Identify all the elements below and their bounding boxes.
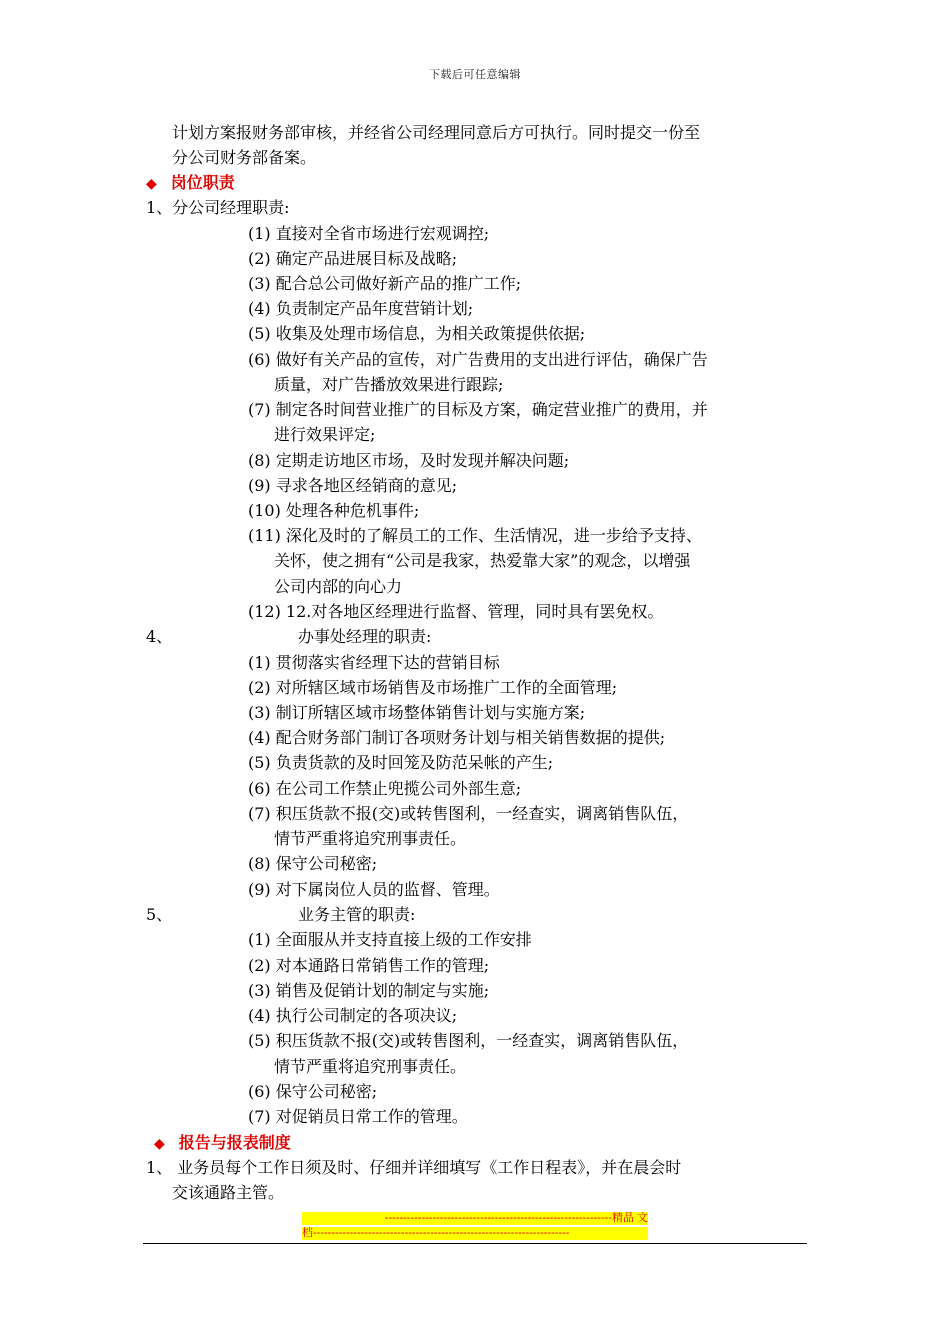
section-title-duties: 岗位职责 xyxy=(170,173,235,192)
manager-item-8: (8) 定期走访地区市场，及时发现并解决问题; xyxy=(248,451,570,470)
office-item-4: (4) 配合财务部门制订各项财务计划与相关销售数据的提供; xyxy=(248,728,666,747)
reports-line-2: 交该通路主管。 xyxy=(172,1183,285,1202)
diamond-bullet-icon: ◆ xyxy=(146,176,157,192)
page-header: 下载后可任意编辑 xyxy=(429,68,521,81)
office-number: 4、 xyxy=(146,627,173,646)
manager-item-11: (11) 深化及时的了解员工的工作、生活情况，进一步给予支持、 xyxy=(248,526,702,545)
supervisor-item-5-cont: 情节严重将追究刑事责任。 xyxy=(274,1057,467,1076)
section-heading-reports xyxy=(154,1133,291,1154)
footer-watermark-line-1: --------------------------------------------------------------精品 文 xyxy=(302,1212,648,1225)
supervisor-item-1: (1) 全面服从并支持直接上级的工作安排 xyxy=(248,930,532,949)
manager-item-11-cont-2: 公司内部的向心力 xyxy=(274,577,403,596)
office-item-7-cont: 情节严重将追究刑事责任。 xyxy=(274,829,467,848)
office-item-5: (5) 负责货款的及时回笼及防范呆帐的产生; xyxy=(248,753,554,772)
section-title-reports: 报告与报表制度 xyxy=(178,1133,291,1152)
manager-item-1: (1) 直接对全省市场进行宏观调控; xyxy=(248,224,490,243)
supervisor-heading: 业务主管的职责: xyxy=(298,905,416,924)
footer-divider xyxy=(143,1243,807,1244)
manager-item-7-cont: 进行效果评定; xyxy=(274,425,376,444)
intro-line-1: 计划方案报财务部审核，并经省公司经理同意后方可执行。同时提交一份至 xyxy=(172,123,701,142)
footer-watermark-line-2: 档---------------------------------------------------------------------- xyxy=(302,1227,648,1240)
supervisor-item-7: (7) 对促销员日常工作的管理。 xyxy=(248,1107,468,1126)
supervisor-item-2: (2) 对本通路日常销售工作的管理; xyxy=(248,956,490,975)
manager-heading: 1、分公司经理职责: xyxy=(146,198,290,217)
manager-item-10: (10) 处理各种危机事件; xyxy=(248,501,420,520)
manager-item-6-cont: 质量，对广告播放效果进行跟踪; xyxy=(274,375,504,394)
office-heading: 办事处经理的职责: xyxy=(298,627,432,646)
reports-line-1: 1、 业务员每个工作日须及时、仔细并详细填写《工作日程表》，并在晨会时 xyxy=(146,1158,682,1177)
supervisor-number: 5、 xyxy=(146,905,173,924)
manager-item-7: (7) 制定各时间营业推广的目标及方案，确定营业推广的费用，并 xyxy=(248,400,708,419)
manager-item-11-cont-1: 关怀，使之拥有“公司是我家，热爱靠大家”的观念，以增强 xyxy=(274,551,691,570)
office-item-9: (9) 对下属岗位人员的监督、管理。 xyxy=(248,880,500,899)
office-item-2: (2) 对所辖区域市场销售及市场推广工作的全面管理; xyxy=(248,678,618,697)
supervisor-item-6: (6) 保守公司秘密; xyxy=(248,1082,378,1101)
manager-item-6: (6) 做好有关产品的宣传，对广告费用的支出进行评估，确保广告 xyxy=(248,350,708,369)
diamond-bullet-icon: ◆ xyxy=(154,1136,165,1152)
office-item-8: (8) 保守公司秘密; xyxy=(248,854,378,873)
intro-line-2: 分公司财务部备案。 xyxy=(172,148,317,167)
supervisor-item-4: (4) 执行公司制定的各项决议; xyxy=(248,1006,458,1025)
manager-item-2: (2) 确定产品进展目标及战略; xyxy=(248,249,458,268)
manager-item-4: (4) 负责制定产品年度营销计划; xyxy=(248,299,474,318)
manager-item-5: (5) 收集及处理市场信息，为相关政策提供依据; xyxy=(248,324,586,343)
manager-item-9: (9) 寻求各地区经销商的意见; xyxy=(248,476,458,495)
supervisor-item-5: (5) 积压货款不报(交)或转售图利，一经查实，调离销售队伍， xyxy=(248,1031,689,1050)
office-item-3: (3) 制订所辖区域市场整体销售计划与实施方案; xyxy=(248,703,586,722)
office-item-1: (1) 贯彻落实省经理下达的营销目标 xyxy=(248,653,500,672)
manager-item-3: (3) 配合总公司做好新产品的推广工作; xyxy=(248,274,522,293)
office-item-7: (7) 积压货款不报(交)或转售图利，一经查实，调离销售队伍， xyxy=(248,804,689,823)
section-heading-duties xyxy=(146,173,235,194)
manager-item-12: (12) 12.对各地区经理进行监督、管理，同时具有罢免权。 xyxy=(248,602,664,621)
office-item-6: (6) 在公司工作禁止兜揽公司外部生意; xyxy=(248,779,522,798)
supervisor-item-3: (3) 销售及促销计划的制定与实施; xyxy=(248,981,490,1000)
